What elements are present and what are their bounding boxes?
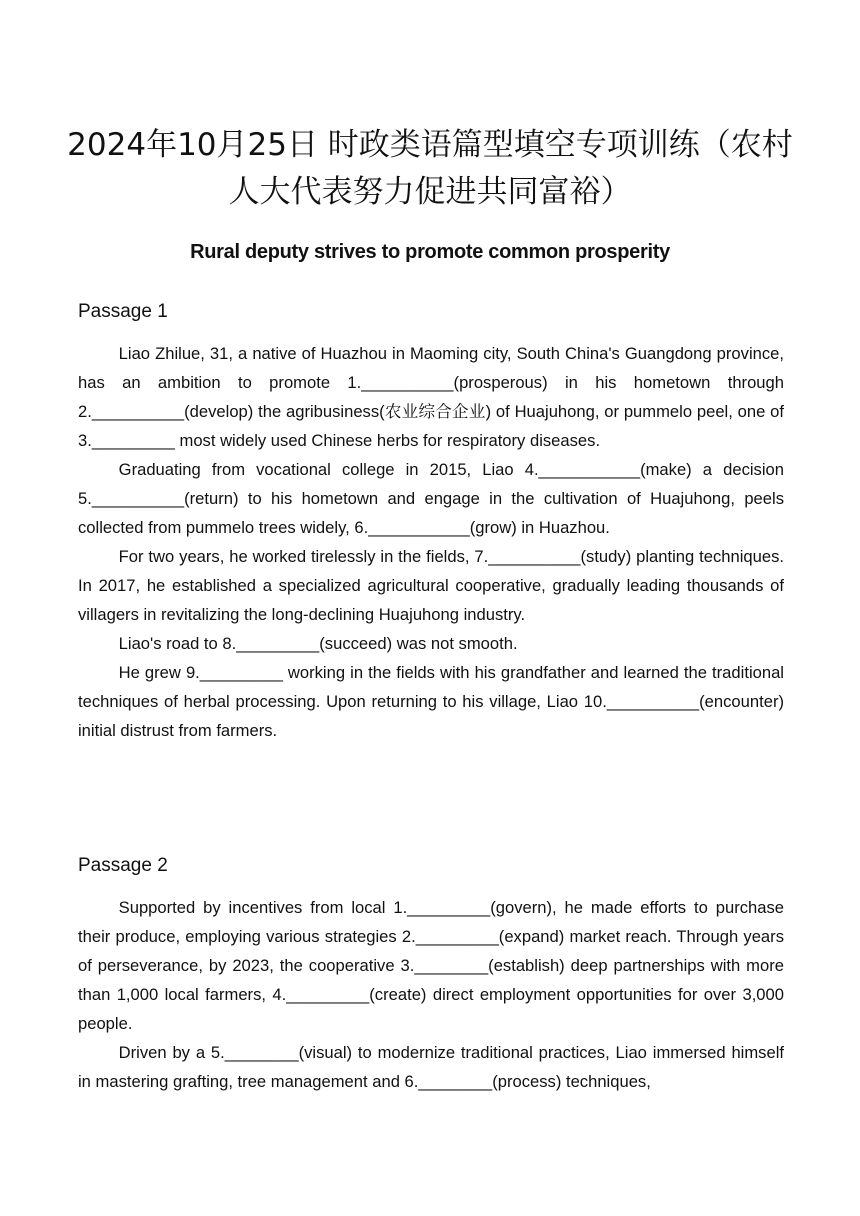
document-title: 2024年10月25日 时政类语篇型填空专项训练（农村人大代表努力促进共同富裕） [67, 127, 793, 210]
passage-2-paragraph: Supported by incentives from local 1._________(govern), he made efforts to purchase their produce, employing various strategies 2._________(expand) market reach. Through years of perseverance, by 2023, the cooperative 3.________(establish) deep partnerships with more than 1,000 local farmers, 4._________(create) direct employment opportunities for over 3,000 people. [78, 898, 784, 1033]
passage-2-heading: Passage 2 [78, 855, 168, 876]
passage-1-heading: Passage 1 [78, 301, 168, 322]
passage-1-paragraph: Graduating from vocational college in 2015, Liao 4.___________(make) a decision 5.__________(return) to his hometown and engage in the cultivation of Huajuhong, peels collected from pummelo trees widely, 6.___________(grow) in Huazhou. [78, 460, 784, 537]
passage-1-body [78, 339, 784, 745]
passage-2-paragraph: Driven by a 5.________(visual) to modernize traditional practices, Liao immersed himself in mastering grafting, tree management and 6.________(process) techniques, [78, 1043, 784, 1091]
passage-1-paragraph: For two years, he worked tirelessly in the fields, 7.__________(study) planting techniques. In 2017, he established a specialized agricultural cooperative, gradually leading thousands of villagers in revitalizing the long-declining Huajuhong industry. [78, 547, 784, 624]
passage-2-body [78, 893, 784, 1096]
passage-1-paragraph: Liao's road to 8._________(succeed) was not smooth. [118, 634, 518, 653]
passage-1-paragraph: Liao Zhilue, 31, a native of Huazhou in Maoming city, South China's Guangdong province, has an ambition to promote 1.__________(prosperous) in his hometown through 2.__________(develop) the agribusiness(农业综合企业) of Huajuhong, or pummelo peel, one of 3._________ most widely used Chinese herbs for respiratory diseases. [78, 344, 784, 450]
document-subtitle: Rural deputy strives to promote common prosperity [190, 241, 670, 263]
passage-1-paragraph: He grew 9._________ working in the fields with his grandfather and learned the traditional techniques of herbal processing. Upon returning to his village, Liao 10.__________(encounter) initial distrust from farmers. [78, 663, 784, 740]
